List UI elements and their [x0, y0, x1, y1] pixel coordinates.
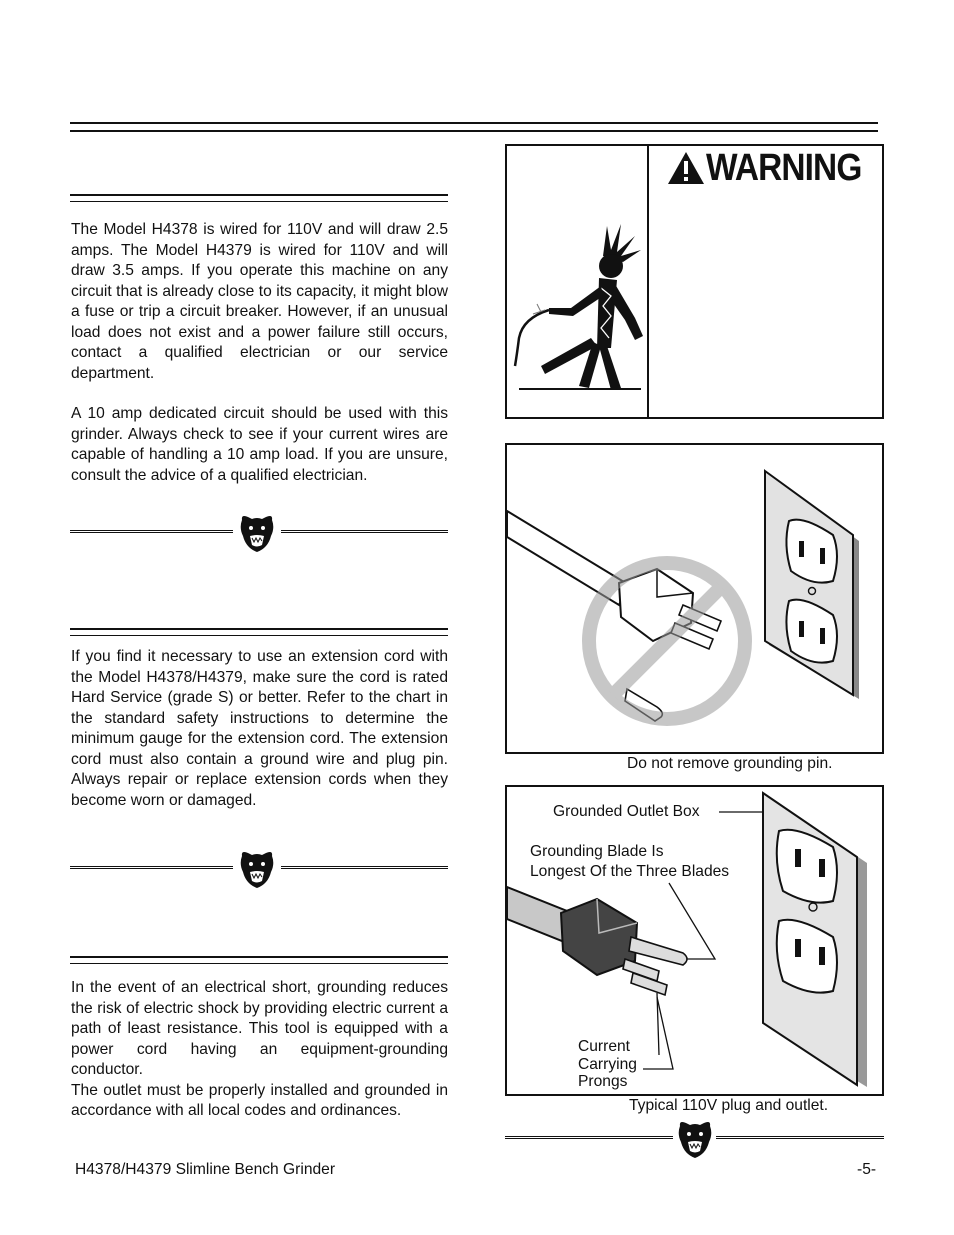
label-grounded-outlet-box: Grounded Outlet Box [553, 803, 700, 820]
bear-logo-icon [238, 514, 276, 554]
figure-1-caption: Do not remove grounding pin. [627, 755, 833, 772]
warning-label: WARNING [706, 147, 862, 189]
label-grounding-blade-1: Grounding Blade Is [530, 843, 664, 860]
warning-header [667, 148, 883, 188]
paragraph: The Model H4378 is wired for 110V and will draw 2.5 amps. The Model H4379 is wired for 110V and will draw 3.5 amps. If you operate this machine on any circuit that is already close to its capacity, it might blow a fuse or trip a circuit breaker. However, if an unusual load does not exist and a power failure still occurs, contact a qualified electrician or our service department. [71, 221, 448, 382]
bear-logo-icon [676, 1120, 714, 1160]
warning-box-divider [647, 146, 649, 417]
paragraph: A 10 amp dedicated circuit should be used with this grinder. Always check to see if your current wires are capable of handling a 10 amp load. If you are unsure, consult the advice of a qualified electrician. [71, 405, 448, 484]
label-current-prongs-3: Prongs [578, 1073, 628, 1090]
section-rule [70, 956, 448, 958]
divider-line [281, 530, 448, 533]
section-1-text [71, 220, 448, 486]
divider-line [505, 1136, 673, 1139]
section-rule [70, 963, 448, 964]
figure-plug-and-outlet [505, 785, 884, 1096]
figure-no-pin-removal [505, 443, 884, 754]
divider-line [716, 1136, 884, 1139]
section-3-text [71, 978, 448, 1122]
section-rule [70, 628, 448, 630]
page-number: -5- [857, 1161, 877, 1178]
grounded-plug-illustration [507, 787, 882, 1094]
top-rule-lower [70, 130, 878, 132]
label-current-prongs-2: Carrying [578, 1056, 637, 1073]
paragraph: In the event of an electrical short, grounding reduces the risk of electric shock by providing electric current a path of least resistance. This tool is equipped with a power cord having an equipment-grounding conductor. [71, 979, 448, 1078]
section-2-text [71, 647, 448, 811]
footer-title: H4378/H4379 Slimline Bench Grinder [75, 1161, 336, 1178]
bear-logo-icon [238, 850, 276, 890]
label-grounding-blade-2: Longest Of the Three Blades [530, 863, 730, 880]
exclamation-triangle-icon [667, 151, 705, 185]
figure-2-caption: Typical 110V plug and outlet. [629, 1097, 829, 1114]
section-rule [70, 194, 448, 196]
electrocution-figure-icon [511, 216, 643, 394]
divider-line [70, 530, 233, 533]
paragraph: The outlet must be properly installed and grounded in accordance with all local codes and ordinances. [71, 1081, 448, 1119]
plug-outlet-illustration [507, 445, 882, 752]
divider-line [281, 866, 448, 869]
section-rule [70, 635, 448, 636]
label-current-prongs-1: Current [578, 1038, 630, 1055]
warning-box [505, 144, 884, 419]
divider-line [70, 866, 233, 869]
section-rule [70, 201, 448, 202]
paragraph: If you find it necessary to use an extension cord with the Model H4378/H4379, make sure the cord is rated Hard Service (grade S) or better. Refer to the chart in the standard safety instructions to determine the minimum gauge for the extension cord. The extension cord must also contain a ground wire and plug pin. Always repair or replace extension cords when they become worn or damaged. [71, 648, 448, 809]
top-rule-upper [70, 122, 878, 124]
